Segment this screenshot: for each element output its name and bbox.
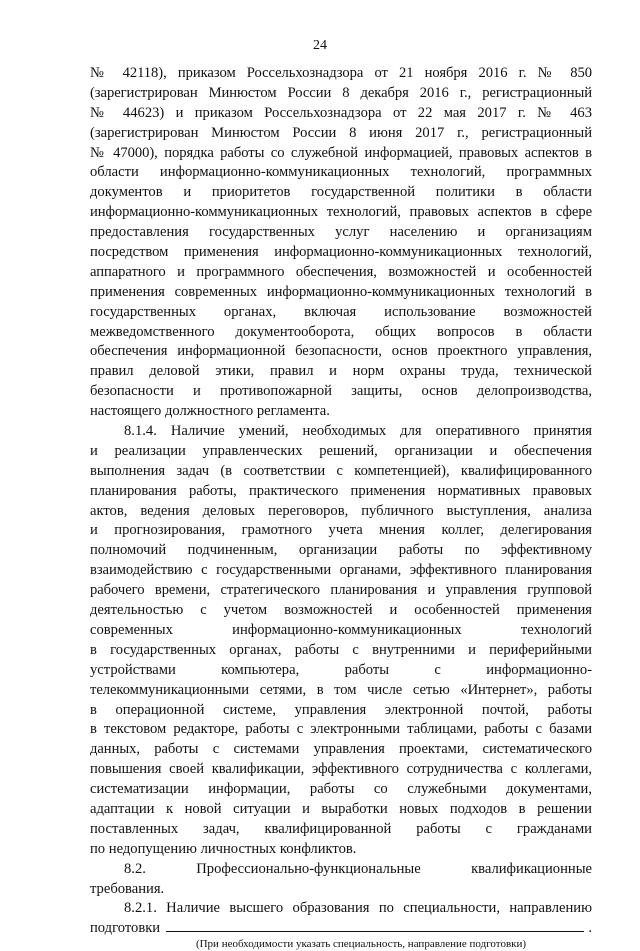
section-heading-line: 8.2. Профессионально-функциональные квалификационные <box>124 860 592 877</box>
text-line: выполнения задач (в соответствии с компетенцией), квалифицированного <box>90 462 592 479</box>
text-line: правил деловой этики, правил и норм охраны труда, технической <box>90 363 592 380</box>
text-line: государственных органах, включая использование возможностей <box>90 303 592 320</box>
text-line: информационно-коммуникационных технологий, правовых аспектов в сфере <box>90 204 592 221</box>
fill-in-end: . <box>588 920 592 937</box>
text-line: документов и приоритетов государственной политики в области <box>90 184 592 201</box>
fill-in-blank <box>166 919 584 932</box>
text-line: и реализации управленческих решений, организации и обеспечения <box>90 442 592 459</box>
text-line: области информационно-коммуникационных технологий, программных <box>90 164 592 181</box>
text-line: адаптации к новой ситуации и выработки новых подходов в решении <box>90 800 592 817</box>
text-line: № 44623) и приказом Россельхознадзора от 22 мая 2017 г. № 463 <box>90 104 592 121</box>
text-line: межведомственного документооборота, общих вопросов в области <box>90 323 592 340</box>
text-line: полномочий подчиненным, организации работы по эффективному <box>90 542 592 559</box>
section-heading-end: требования. <box>90 880 165 897</box>
text-line: в текстовом редакторе, работы с электронными таблицами, работы с базами <box>90 721 592 738</box>
page-number: 24 <box>313 38 327 53</box>
text-line: современных информационно-коммуникационных технологий <box>90 621 592 638</box>
text-line: аппаратного и программного обеспечения, возможностей и особенностей <box>90 263 592 280</box>
text-line: телекоммуникационными сетями, в том числе сетью «Интернет», работы <box>90 681 592 698</box>
text-line: деятельностью с учетом возможностей и особенностей применения <box>90 602 592 619</box>
paragraph-end-line: по недопущению личностных конфликтов. <box>90 840 357 857</box>
paragraph-end-line: настоящего должностного регламента. <box>90 403 330 420</box>
text-line: посредством применения информационно-коммуникационных технологий, <box>90 244 592 261</box>
paragraph-start-line: 8.2.1. Наличие высшего образования по специальности, направлению <box>124 900 592 917</box>
fill-in-caption: (При необходимости указать специальность, направление подготовки) <box>195 938 527 951</box>
text-line: № 42118), приказом Россельхознадзора от 21 ноября 2016 г. № 850 <box>90 65 592 81</box>
text-line: безопасности и противопожарной защиты, основ делопроизводства, <box>90 383 592 400</box>
text-line: (зарегистрирован Минюстом России 8 декабря 2016 г., регистрационный <box>90 84 592 101</box>
text-line: взаимодействию с государственными органами, эффективного планирования <box>90 562 592 579</box>
text-line: повышения своей квалификации, эффективного сотрудничества с коллегами, <box>90 761 592 778</box>
text-line: систематизации информации, работы со служебными документами, <box>90 781 592 798</box>
text-line: в государственных органах, работы с внутренними и периферийными <box>90 641 592 658</box>
text-line: рабочего времени, стратегического планирования и управления групповой <box>90 582 592 599</box>
text-line: обеспечения информационной безопасности, основ проектного управления, <box>90 343 592 360</box>
text-line: и прогнозирования, грамотного учета мнения коллег, делегирования <box>90 522 592 539</box>
text-line: актов, ведения деловых переговоров, публичного выступления, анализа <box>90 502 592 519</box>
paragraph-start-line: 8.1.4. Наличие умений, необходимых для оперативного принятия <box>124 423 592 440</box>
text-line: предоставления государственных услуг населению и организациям <box>90 224 592 241</box>
text-line: в операционной системе, управления электронной почтой, работы <box>90 701 592 718</box>
document-body <box>90 64 592 951</box>
text-line: данных, работы с системами управления проектами, систематического <box>90 741 592 758</box>
fill-in-label: подготовки <box>90 920 161 937</box>
text-line: применения современных информационно-коммуникационных технологий в <box>90 283 592 300</box>
text-line: № 47000), порядка работы со служебной информацией, правовых аспектов в <box>90 144 592 161</box>
text-line: планирования работы, практического применения нормативных правовых <box>90 482 592 499</box>
text-line: (зарегистрирован Минюстом России 8 июня 2017 г., регистрационный <box>90 124 592 141</box>
text-line: поставленных задач, квалифицированной работы с гражданами <box>90 820 592 837</box>
text-line: устройствами компьютера, работы с информационно- <box>90 661 592 678</box>
